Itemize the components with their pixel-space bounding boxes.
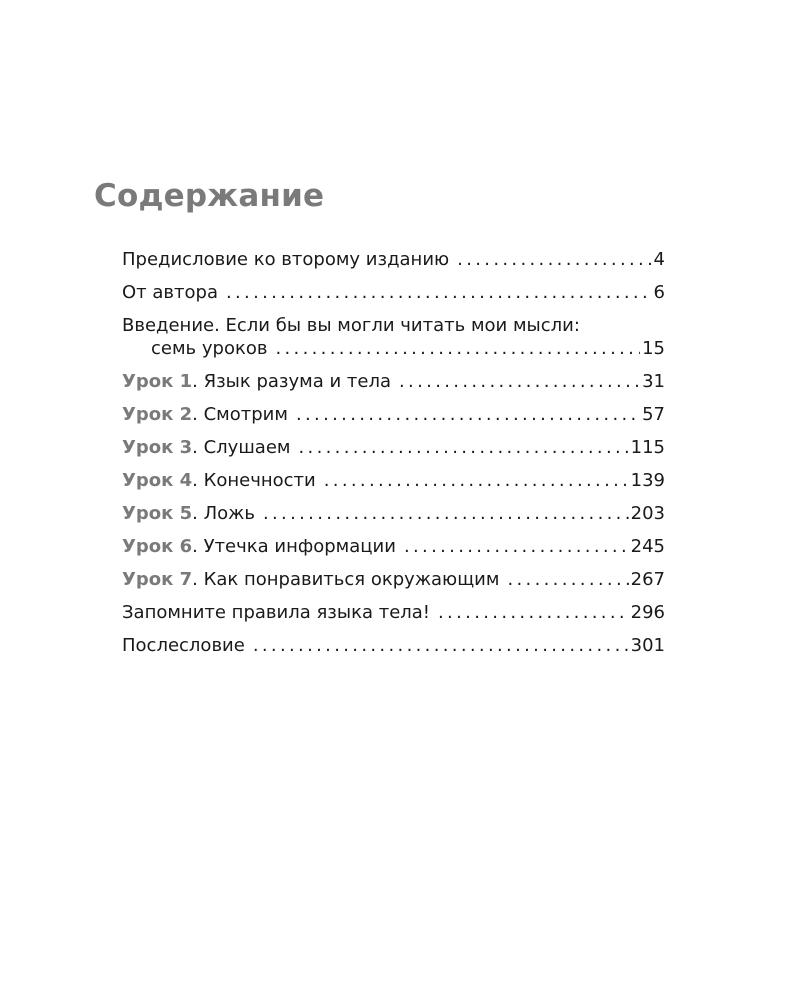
toc-entry-title-wrap: Урок 6. Утечка информации bbox=[122, 536, 396, 557]
dot-leader bbox=[324, 469, 629, 492]
lesson-label: Урок 1 bbox=[122, 371, 193, 392]
toc-entry-lesson-6[interactable] bbox=[122, 535, 665, 558]
toc-entry-title: Ложь bbox=[203, 503, 255, 524]
dot-leader bbox=[457, 248, 651, 271]
toc-entry-title: семь уроков bbox=[151, 338, 268, 359]
toc-entry-lesson-7[interactable] bbox=[122, 568, 665, 591]
toc-entry-body-language-rules[interactable] bbox=[122, 601, 665, 624]
dot-leader bbox=[507, 568, 628, 591]
toc-entry-title-wrap: Урок 7. Как понравиться окружающим bbox=[122, 569, 500, 590]
dot-leader bbox=[438, 601, 629, 624]
toc-entry-page: 139 bbox=[630, 470, 665, 491]
toc-entry-lesson-1[interactable] bbox=[122, 370, 665, 393]
lesson-label: Урок 3 bbox=[122, 437, 193, 458]
toc-entry-page: 301 bbox=[630, 635, 665, 656]
toc-entry-title: Утечка информации bbox=[203, 536, 396, 557]
toc-entry-title: Как понравиться окружающим bbox=[203, 569, 500, 590]
lesson-label: Урок 2 bbox=[122, 404, 193, 425]
toc-entry-page: 296 bbox=[630, 602, 665, 623]
dot-leader bbox=[298, 436, 628, 459]
toc-entry-page: 57 bbox=[642, 404, 665, 425]
toc-entry-page: 245 bbox=[630, 536, 665, 557]
toc-entry-preface-second-edition[interactable] bbox=[122, 248, 665, 271]
dot-leader bbox=[226, 281, 652, 304]
toc-entry-title-wrap: Урок 3. Слушаем bbox=[122, 437, 291, 458]
toc-entry-page: 203 bbox=[630, 503, 665, 524]
toc-entry-afterword[interactable] bbox=[122, 634, 665, 657]
toc-entry-title: Язык разума и тела bbox=[203, 371, 392, 392]
toc-entry-title: Запомните правила языка тела! bbox=[122, 602, 431, 623]
toc-entry-title: Смотрим bbox=[203, 404, 288, 425]
toc-entry-lesson-4[interactable] bbox=[122, 469, 665, 492]
toc-entry-lesson-3[interactable] bbox=[122, 436, 665, 459]
toc-entry-page: 4 bbox=[653, 249, 665, 270]
dot-leader bbox=[399, 370, 640, 393]
lesson-label: Урок 5 bbox=[122, 503, 193, 524]
dot-leader bbox=[404, 535, 629, 558]
lesson-label: Урок 4 bbox=[122, 470, 193, 491]
toc-entry-title-wrap: Урок 5. Ложь bbox=[122, 503, 255, 524]
dot-leader bbox=[263, 502, 629, 525]
toc-entry-from-author[interactable] bbox=[122, 281, 665, 304]
dot-leader bbox=[275, 337, 640, 360]
toc-entry-title-line1: Введение. Если бы вы могли читать мои мысли: bbox=[122, 315, 580, 336]
toc-entry-title: От автора bbox=[122, 282, 218, 303]
toc-entry-title: Конечности bbox=[203, 470, 316, 491]
dot-leader bbox=[253, 634, 629, 657]
toc-entry-introduction[interactable] bbox=[122, 314, 665, 360]
toc-entry-page: 115 bbox=[630, 437, 665, 458]
toc-entry-title-wrap: Урок 1. Язык разума и тела bbox=[122, 371, 392, 392]
toc-entry-title: Слушаем bbox=[203, 437, 291, 458]
toc-entry-title-wrap: Урок 4. Конечности bbox=[122, 470, 316, 491]
toc-entry-page: 267 bbox=[630, 569, 665, 590]
toc-entry-title: Послесловие bbox=[122, 635, 245, 656]
toc-entry-lesson-2[interactable] bbox=[122, 403, 665, 426]
lesson-label: Урок 6 bbox=[122, 536, 193, 557]
toc-entry-page: 6 bbox=[653, 282, 665, 303]
toc-entry-title: Предисловие ко второму изданию bbox=[122, 249, 450, 270]
toc-list bbox=[122, 248, 665, 667]
dot-leader bbox=[296, 403, 640, 426]
lesson-label: Урок 7 bbox=[122, 569, 193, 590]
toc-entry-lesson-5[interactable] bbox=[122, 502, 665, 525]
toc-entry-page: 31 bbox=[642, 371, 665, 392]
toc-title: Содержание bbox=[94, 178, 325, 214]
toc-entry-title-wrap: Урок 2. Смотрим bbox=[122, 404, 288, 425]
toc-entry-page: 15 bbox=[642, 338, 665, 359]
